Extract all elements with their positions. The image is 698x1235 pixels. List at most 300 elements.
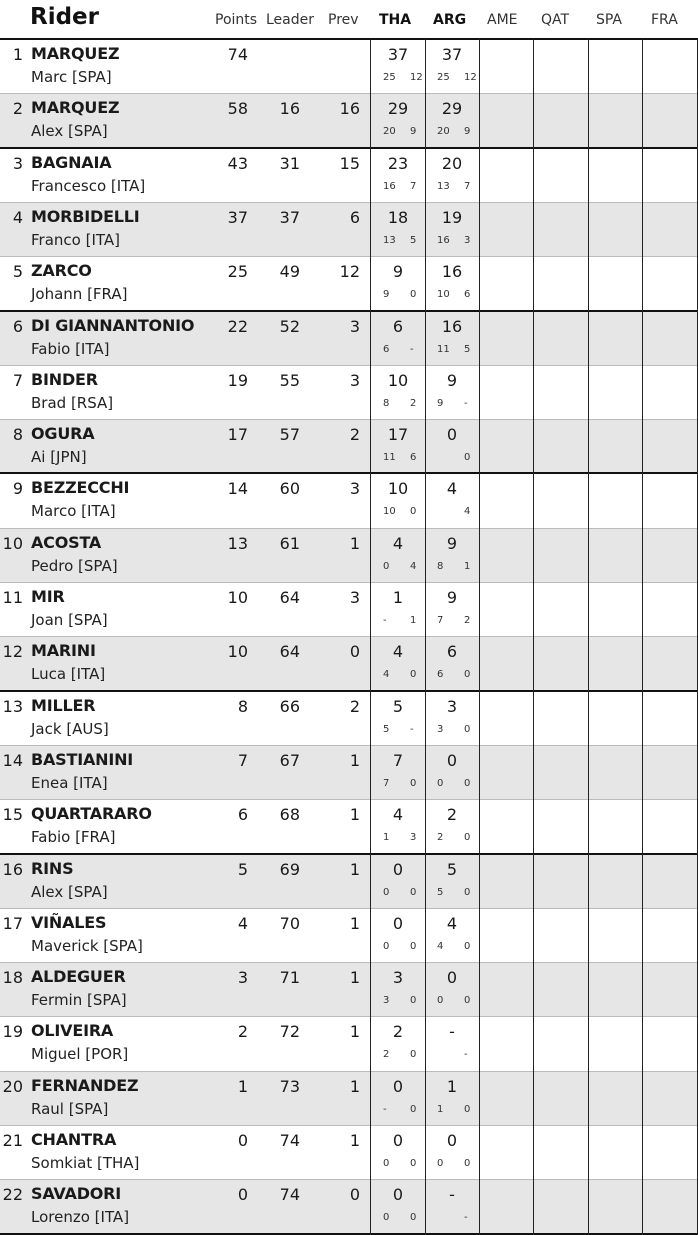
leader-gap-cell: 61: [279, 533, 300, 553]
leader-gap-cell: 73: [279, 1076, 300, 1096]
position-cell: 13: [2, 696, 23, 716]
points-cell: 37: [227, 207, 248, 227]
leader-gap-cell: 16: [279, 99, 300, 119]
race-main-points-tha: -: [383, 1103, 387, 1115]
race-header-tha: THA: [379, 12, 412, 28]
row-divider: [0, 962, 698, 963]
position-cell: 21: [2, 1131, 23, 1150]
race-total-arg: 2: [446, 805, 458, 825]
table-row[interactable]: [0, 528, 698, 582]
race-header-arg: ARG: [433, 12, 467, 28]
race-total-arg: 6: [446, 642, 458, 662]
race-sprint-points-arg: 3: [464, 234, 471, 246]
race-main-points-arg: 5: [437, 886, 444, 898]
race-total-arg: 9: [446, 533, 458, 553]
points-cell: 3: [237, 968, 248, 988]
position-cell: 3: [12, 153, 23, 173]
race-main-points-tha: 7: [383, 777, 390, 789]
points-cell: 10: [227, 642, 248, 662]
rider-lastname: BAGNAIA: [31, 152, 112, 172]
points-cell: 17: [227, 425, 248, 445]
race-sprint-points-arg: 0: [464, 1103, 471, 1115]
prev-gap-cell: 1: [349, 750, 360, 770]
rider-lastname: MARQUEZ: [31, 98, 120, 118]
race-sprint-points-arg: 0: [464, 1158, 471, 1169]
position-cell: 11: [2, 588, 23, 607]
rider-firstname: Joan [SPA]: [31, 611, 108, 629]
prev-gap-cell: 1: [349, 805, 360, 825]
table-row[interactable]: [0, 419, 698, 473]
race-sprint-points-tha: 12: [410, 72, 423, 83]
race-sprint-points-arg: 0: [464, 832, 471, 844]
race-main-points-tha: 0: [383, 1212, 390, 1224]
prev-gap-cell: 12: [339, 262, 360, 282]
race-main-points-tha: 0: [383, 560, 390, 572]
rider-lastname: ZARCO: [31, 261, 92, 281]
rider-lastname: FERNANDEZ: [31, 1075, 139, 1095]
race-main-points-tha: 25: [383, 72, 396, 83]
race-total-arg: 9: [446, 370, 458, 390]
race-total-arg: 29: [441, 99, 463, 119]
prev-gap-cell: 3: [349, 370, 360, 390]
race-total-arg: 3: [446, 696, 458, 716]
points-cell: 0: [237, 1185, 248, 1205]
leader-gap-cell: 74: [279, 1185, 300, 1205]
race-sprint-points-tha: 2: [410, 397, 417, 409]
points-cell: 25: [227, 262, 248, 282]
race-total-arg: 9: [446, 588, 458, 607]
race-header-qat: QAT: [541, 12, 570, 28]
table-row[interactable]: [0, 745, 698, 799]
points-cell: 19: [227, 370, 248, 390]
leader-gap-cell: 70: [279, 913, 300, 933]
race-total-tha: 3: [392, 968, 404, 988]
rider-firstname: Franco [ITA]: [31, 230, 120, 249]
prev-gap-cell: 1: [349, 1131, 360, 1150]
row-divider: [0, 419, 698, 420]
table-row[interactable]: [0, 799, 698, 853]
race-total-tha: 23: [387, 153, 409, 173]
race-sprint-points-tha: 1: [410, 615, 417, 626]
race-total-arg: 16: [441, 262, 463, 282]
race-main-points-arg: 8: [437, 560, 444, 572]
race-main-points-arg: 6: [437, 669, 444, 681]
row-divider: [0, 1071, 698, 1072]
rider-lastname: DI GIANNANTONIO: [31, 315, 195, 335]
table-row[interactable]: [0, 582, 698, 636]
rider-lastname: SAVADORI: [31, 1184, 122, 1204]
prev-gap-cell: 1: [349, 859, 360, 879]
row-divider: [0, 93, 698, 94]
race-sprint-points-tha: 4: [410, 560, 417, 572]
race-total-tha: 0: [392, 1076, 404, 1096]
points-cell: 2: [237, 1022, 248, 1042]
leader-gap-cell: 68: [279, 805, 300, 825]
race-main-points-tha: 8: [383, 397, 390, 409]
rider-firstname: Fabio [ITA]: [31, 339, 110, 358]
race-main-points-arg: 3: [437, 723, 444, 735]
race-total-arg: 4: [446, 479, 458, 499]
race-total-tha: 6: [392, 316, 404, 336]
race-main-points-arg: 9: [437, 397, 444, 409]
prev-gap-cell: 3: [349, 316, 360, 336]
race-main-points-arg: 10: [437, 289, 450, 301]
points-cell: 14: [227, 479, 248, 499]
position-cell: 2: [12, 99, 23, 119]
rider-firstname: Ai [JPN]: [31, 448, 87, 467]
rider-lastname: MARQUEZ: [31, 44, 120, 63]
leader-gap-cell: 31: [279, 153, 300, 173]
prev-gap-cell: 1: [349, 913, 360, 933]
race-sprint-points-arg: 5: [464, 343, 471, 355]
race-main-points-tha: 13: [383, 234, 396, 246]
points-cell: 4: [237, 913, 248, 933]
race-total-arg: 37: [441, 45, 463, 64]
table-row[interactable]: [0, 636, 698, 690]
race-sprint-points-tha: 0: [410, 669, 417, 681]
row-divider: [0, 582, 698, 583]
points-cell: 10: [227, 588, 248, 607]
leader-header: Leader: [266, 12, 315, 28]
race-sprint-points-arg: 4: [464, 506, 471, 518]
table-row[interactable]: [0, 1179, 698, 1233]
prev-gap-cell: 0: [349, 642, 360, 662]
race-main-points-tha: 0: [383, 940, 390, 952]
race-main-points-arg: 0: [437, 995, 444, 1007]
race-sprint-points-tha: 0: [410, 1103, 417, 1115]
leader-gap-cell: 66: [279, 696, 300, 716]
position-cell: 17: [2, 913, 23, 933]
prev-gap-cell: 3: [349, 479, 360, 499]
points-cell: 1: [237, 1076, 248, 1096]
race-sprint-points-tha: 0: [410, 289, 417, 301]
race-main-points-tha: 16: [383, 180, 396, 192]
race-sprint-points-arg: 1: [464, 560, 471, 572]
race-main-points-tha: 0: [383, 1158, 390, 1169]
race-header-fra: FRA: [651, 12, 678, 28]
points-cell: 8: [237, 696, 248, 716]
rider-firstname: Lorenzo [ITA]: [31, 1208, 130, 1227]
row-divider: [0, 147, 698, 149]
rider-header: Rider: [30, 4, 99, 30]
leader-gap-cell: 72: [279, 1022, 300, 1042]
prev-gap-cell: 16: [339, 99, 360, 119]
rider-firstname: Brad [RSA]: [31, 393, 114, 412]
row-divider: [0, 799, 698, 800]
rider-lastname: BEZZECCHI: [31, 478, 130, 498]
position-cell: 7: [12, 370, 23, 390]
row-divider: [0, 1016, 698, 1017]
race-sprint-points-arg: -: [464, 1049, 468, 1061]
table-row[interactable]: [0, 908, 698, 962]
table-row[interactable]: [0, 1016, 698, 1070]
table-row[interactable]: [0, 39, 698, 93]
race-sprint-points-tha: 9: [410, 126, 417, 138]
leader-gap-cell: 71: [279, 968, 300, 988]
race-main-points-tha: 10: [383, 506, 396, 518]
race-sprint-points-tha: -: [410, 723, 414, 735]
position-cell: 19: [2, 1022, 23, 1042]
rider-firstname: Pedro [SPA]: [31, 556, 118, 575]
race-sprint-points-arg: 0: [464, 886, 471, 898]
race-total-tha: 18: [387, 207, 409, 227]
column-divider: [642, 39, 643, 1235]
position-cell: 5: [12, 262, 23, 282]
race-main-points-arg: 20: [437, 126, 450, 138]
rider-firstname: Francesco [ITA]: [31, 176, 146, 195]
points-cell: 13: [227, 533, 248, 553]
prev-gap-cell: 1: [349, 1076, 360, 1096]
row-divider: [0, 908, 698, 909]
table-row[interactable]: [0, 473, 698, 527]
leader-gap-cell: 60: [279, 479, 300, 499]
rider-firstname: Marc [SPA]: [31, 68, 112, 86]
leader-gap-cell: 49: [279, 262, 300, 282]
row-divider: [0, 472, 698, 474]
position-cell: 12: [2, 642, 23, 662]
position-cell: 16: [2, 859, 23, 879]
race-main-points-tha: 20: [383, 126, 396, 138]
row-divider: [0, 853, 698, 855]
points-cell: 58: [227, 99, 248, 119]
position-cell: 8: [12, 425, 23, 445]
race-sprint-points-arg: 0: [464, 777, 471, 789]
leader-gap-cell: 74: [279, 1131, 300, 1150]
race-main-points-arg: 25: [437, 72, 450, 83]
rider-lastname: MARINI: [31, 641, 96, 661]
race-sprint-points-arg: -: [464, 397, 468, 409]
race-sprint-points-arg: 0: [464, 940, 471, 952]
rider-firstname: Raul [SPA]: [31, 1099, 109, 1118]
table-row[interactable]: [0, 854, 698, 908]
leader-gap-cell: 64: [279, 588, 300, 607]
points-cell: 6: [237, 805, 248, 825]
race-total-arg: 4: [446, 913, 458, 933]
race-main-points-tha: 5: [383, 723, 390, 735]
race-main-points-arg: 13: [437, 180, 450, 192]
race-main-points-tha: 3: [383, 995, 390, 1007]
race-total-tha: 5: [392, 696, 404, 716]
race-main-points-arg: 16: [437, 234, 450, 246]
prev-gap-cell: 3: [349, 588, 360, 607]
race-sprint-points-tha: 0: [410, 1049, 417, 1061]
rider-lastname: ALDEGUER: [31, 967, 126, 987]
rider-firstname: Maverick [SPA]: [31, 936, 143, 955]
position-cell: 22: [2, 1185, 23, 1205]
race-sprint-points-arg: 0: [464, 452, 471, 464]
race-total-tha: 4: [392, 805, 404, 825]
race-main-points-tha: -: [383, 615, 387, 626]
rider-lastname: CHANTRA: [31, 1130, 117, 1149]
points-cell: 43: [227, 153, 248, 173]
prev-gap-cell: 6: [349, 207, 360, 227]
race-sprint-points-tha: 0: [410, 1158, 417, 1169]
leader-gap-cell: 55: [279, 370, 300, 390]
race-sprint-points-arg: 2: [464, 615, 471, 626]
race-total-arg: 20: [441, 153, 463, 173]
row-divider: [0, 745, 698, 746]
rider-lastname: OGURA: [31, 424, 95, 444]
race-main-points-arg: 1: [437, 1103, 444, 1115]
rider-firstname: Somkiat [THA]: [31, 1154, 140, 1172]
race-sprint-points-tha: 6: [410, 452, 417, 464]
race-total-arg: 1: [446, 1076, 458, 1096]
leader-gap-cell: 57: [279, 425, 300, 445]
race-sprint-points-arg: 7: [464, 180, 471, 192]
race-total-arg: 0: [446, 968, 458, 988]
race-main-points-tha: 2: [383, 1049, 390, 1061]
table-row[interactable]: [0, 365, 698, 419]
race-total-tha: 10: [387, 370, 409, 390]
rider-lastname: MIR: [31, 587, 65, 606]
race-sprint-points-arg: 0: [464, 995, 471, 1007]
race-sprint-points-tha: 3: [410, 832, 417, 844]
position-cell: 18: [2, 968, 23, 988]
race-sprint-points-tha: 5: [410, 234, 417, 246]
race-sprint-points-tha: -: [410, 343, 414, 355]
column-divider: [533, 39, 534, 1235]
position-cell: 9: [12, 479, 23, 499]
race-total-arg: 0: [446, 750, 458, 770]
race-total-tha: 2: [392, 1022, 404, 1042]
race-total-tha: 0: [392, 1131, 404, 1150]
race-total-arg: -: [449, 1185, 455, 1205]
race-total-arg: 19: [441, 207, 463, 227]
table-row[interactable]: [0, 93, 698, 147]
table-row[interactable]: [0, 691, 698, 745]
race-main-points-tha: 1: [383, 832, 390, 844]
points-header: Points: [215, 12, 258, 28]
race-total-tha: 10: [387, 479, 409, 499]
rider-lastname: MILLER: [31, 695, 96, 715]
table-row[interactable]: [0, 962, 698, 1016]
race-total-tha: 0: [392, 913, 404, 933]
race-sprint-points-tha: 0: [410, 1212, 417, 1224]
table-row[interactable]: [0, 311, 698, 365]
table-row[interactable]: [0, 202, 698, 256]
race-sprint-points-arg: 9: [464, 126, 471, 138]
race-sprint-points-tha: 0: [410, 506, 417, 518]
race-total-tha: 1: [392, 588, 404, 607]
race-total-tha: 37: [387, 45, 409, 64]
table-row[interactable]: [0, 1071, 698, 1125]
race-sprint-points-tha: 7: [410, 180, 417, 192]
position-cell: 4: [12, 207, 23, 227]
row-divider: [0, 256, 698, 257]
row-divider: [0, 365, 698, 366]
race-total-tha: 0: [392, 859, 404, 879]
race-sprint-points-arg: -: [464, 1212, 468, 1224]
rider-firstname: Jack [AUS]: [31, 719, 109, 738]
position-cell: 20: [2, 1076, 23, 1096]
race-total-arg: -: [449, 1022, 455, 1042]
column-divider: [425, 39, 426, 1235]
leader-gap-cell: 37: [279, 207, 300, 227]
race-total-arg: 16: [441, 316, 463, 336]
points-cell: 5: [237, 859, 248, 879]
row-divider: [0, 310, 698, 312]
position-cell: 1: [12, 45, 23, 64]
race-total-tha: 9: [392, 262, 404, 282]
rider-firstname: Fermin [SPA]: [31, 991, 127, 1010]
position-cell: 10: [2, 533, 23, 553]
position-cell: 15: [2, 805, 23, 825]
row-divider: [0, 1233, 698, 1235]
race-main-points-tha: 11: [383, 452, 396, 464]
race-total-tha: 29: [387, 99, 409, 119]
rider-lastname: RINS: [31, 858, 74, 878]
rider-lastname: VIÑALES: [31, 912, 107, 932]
prev-header: Prev: [328, 12, 359, 28]
race-main-points-arg: 0: [437, 777, 444, 789]
leader-gap-cell: 52: [279, 316, 300, 336]
race-total-tha: 4: [392, 642, 404, 662]
points-cell: 7: [237, 750, 248, 770]
race-total-tha: 17: [387, 425, 409, 445]
row-divider: [0, 202, 698, 203]
table-row[interactable]: [0, 148, 698, 202]
rider-lastname: BASTIANINI: [31, 749, 134, 769]
row-divider: [0, 636, 698, 637]
race-sprint-points-tha: 0: [410, 940, 417, 952]
race-main-points-tha: 9: [383, 289, 390, 301]
rider-firstname: Enea [ITA]: [31, 773, 108, 792]
table-row[interactable]: [0, 256, 698, 310]
rider-firstname: Alex [SPA]: [31, 122, 108, 141]
row-divider: [0, 690, 698, 692]
row-divider: [0, 38, 698, 40]
prev-gap-cell: 1: [349, 1022, 360, 1042]
race-main-points-arg: 7: [437, 615, 444, 626]
race-header-ame: AME: [487, 12, 518, 28]
points-cell: 22: [227, 316, 248, 336]
rider-firstname: Alex [SPA]: [31, 882, 108, 901]
rider-lastname: MORBIDELLI: [31, 206, 140, 226]
position-cell: 6: [12, 316, 23, 336]
row-divider: [0, 1179, 698, 1180]
points-cell: 74: [227, 45, 248, 64]
race-sprint-points-arg: 0: [464, 669, 471, 681]
race-total-arg: 5: [446, 859, 458, 879]
leader-gap-cell: 69: [279, 859, 300, 879]
rider-firstname: Fabio [FRA]: [31, 828, 116, 847]
race-sprint-points-arg: 0: [464, 723, 471, 735]
table-header: [0, 0, 698, 39]
rider-lastname: OLIVEIRA: [31, 1021, 114, 1041]
prev-gap-cell: 15: [339, 153, 360, 173]
position-cell: 14: [2, 750, 23, 770]
race-main-points-arg: 2: [437, 832, 444, 844]
table-row[interactable]: [0, 1125, 698, 1179]
race-main-points-arg: 11: [437, 343, 450, 355]
race-main-points-arg: 4: [437, 940, 444, 952]
prev-gap-cell: 0: [349, 1185, 360, 1205]
race-sprint-points-arg: 12: [464, 72, 477, 83]
row-divider: [0, 1125, 698, 1126]
rider-firstname: Miguel [POR]: [31, 1045, 129, 1064]
race-sprint-points-tha: 0: [410, 886, 417, 898]
race-header-spa: SPA: [596, 12, 623, 28]
race-sprint-points-arg: 6: [464, 289, 471, 301]
race-main-points-tha: 6: [383, 343, 390, 355]
rider-lastname: BINDER: [31, 369, 98, 389]
race-sprint-points-tha: 0: [410, 995, 417, 1007]
prev-gap-cell: 2: [349, 425, 360, 445]
race-sprint-points-tha: 0: [410, 777, 417, 789]
race-total-tha: 0: [392, 1185, 404, 1205]
rider-firstname: Johann [FRA]: [31, 285, 128, 304]
race-total-arg: 0: [446, 1131, 458, 1150]
